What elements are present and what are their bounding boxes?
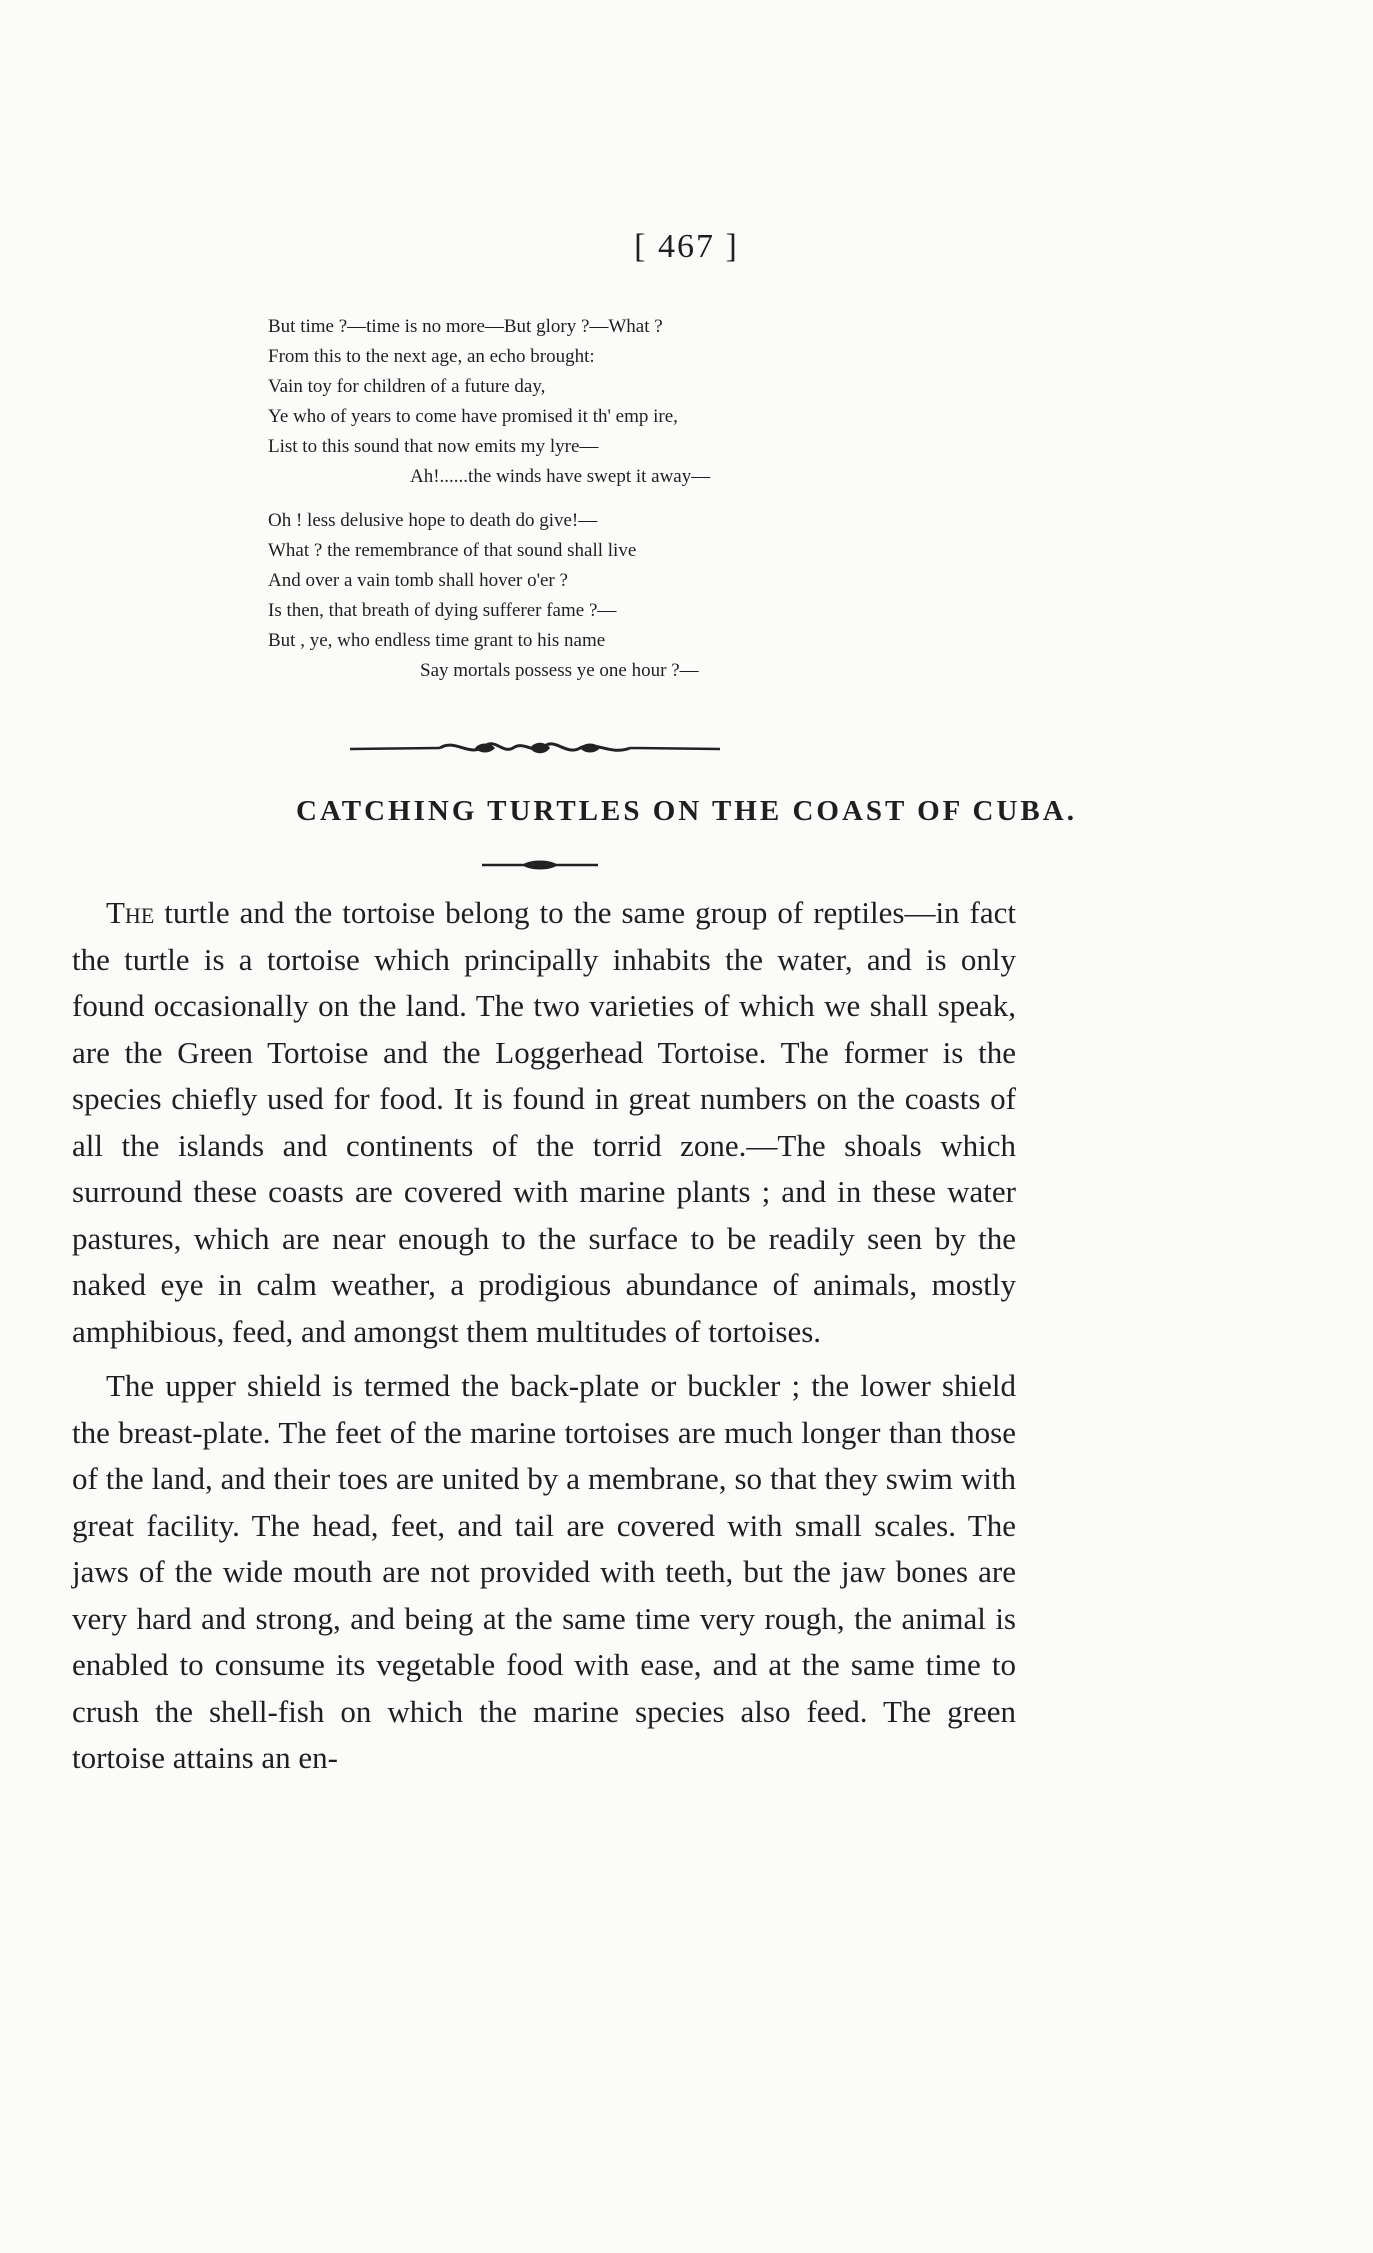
poem-line: Oh ! less delusive hope to death do give!—: [268, 510, 598, 531]
poem-line: Say mortals possess ye one hour ?—: [420, 660, 699, 681]
drop-word: The: [106, 895, 155, 930]
poem-line: Vain toy for children of a future day,: [268, 376, 546, 397]
poem-line: List to this sound that now emits my lyre—: [268, 436, 599, 457]
poem-stanza-1: [268, 312, 968, 492]
poem-line: Ye who of years to come have promised it th' emp ire,: [268, 406, 678, 427]
poem-line: Ah!......the winds have swept it away—: [410, 466, 711, 487]
title-rule: [480, 855, 600, 875]
poem-line: Is then, that breath of dying sufferer fame ?—: [268, 600, 617, 621]
article-body: [72, 890, 1016, 1782]
paragraph-text: turtle and the tortoise belong to the same group of reptiles—in fact the turtle is a tortoise which principally inhabits the water, and is only found occasionally on the land. The two varieties of which we shall speak, are the Green Tortoise and the Loggerhead Tortoise. The former is the species chiefly used for food. It is found in great numbers on the coasts of all the islands and continents of the torrid zone.—The shoals which surround these coasts are covered with marine plants ; and in these water pastures, which are near enough to the surface to be readily seen by the naked eye in calm weather, a prodigious abundance of animals, mostly amphibious, feed, and amongst them multitudes of tortoises.: [72, 895, 1016, 1349]
ornament-divider: [345, 728, 725, 768]
poem-line: But , ye, who endless time grant to his name: [268, 630, 606, 651]
poem-stanza-2: [268, 506, 968, 686]
paragraph: The upper shield is termed the back-plate or buckler ; the lower shield the breast-plate. The feet of the marine tortoises are much longer than those of the land, and their toes are united by a membrane, so that they swim with great facility. The head, feet, and tail are covered with small scales. The jaws of the wide mouth are not provided with teeth, but the jaw bones are very hard and strong, and being at the same time very rough, the animal is enabled to consume its vegetable food with ease, and at the same time to crush the shell-fish on which the marine species also feed. The green tortoise attains an en-: [72, 1368, 1016, 1775]
paragraph: [72, 890, 1016, 1355]
poem-line: From this to the next age, an echo brought:: [268, 346, 595, 367]
article-title: CATCHING TURTLES ON THE COAST OF CUBA.: [296, 795, 1077, 827]
poem-line: But time ?—time is no more—But glory ?—What ?: [268, 316, 663, 337]
poem: [268, 312, 968, 686]
poem-line: What ? the remembrance of that sound shall live: [268, 540, 637, 561]
poem-line: And over a vain tomb shall hover o'er ?: [268, 570, 568, 591]
page-number: [ 467 ]: [634, 228, 739, 265]
